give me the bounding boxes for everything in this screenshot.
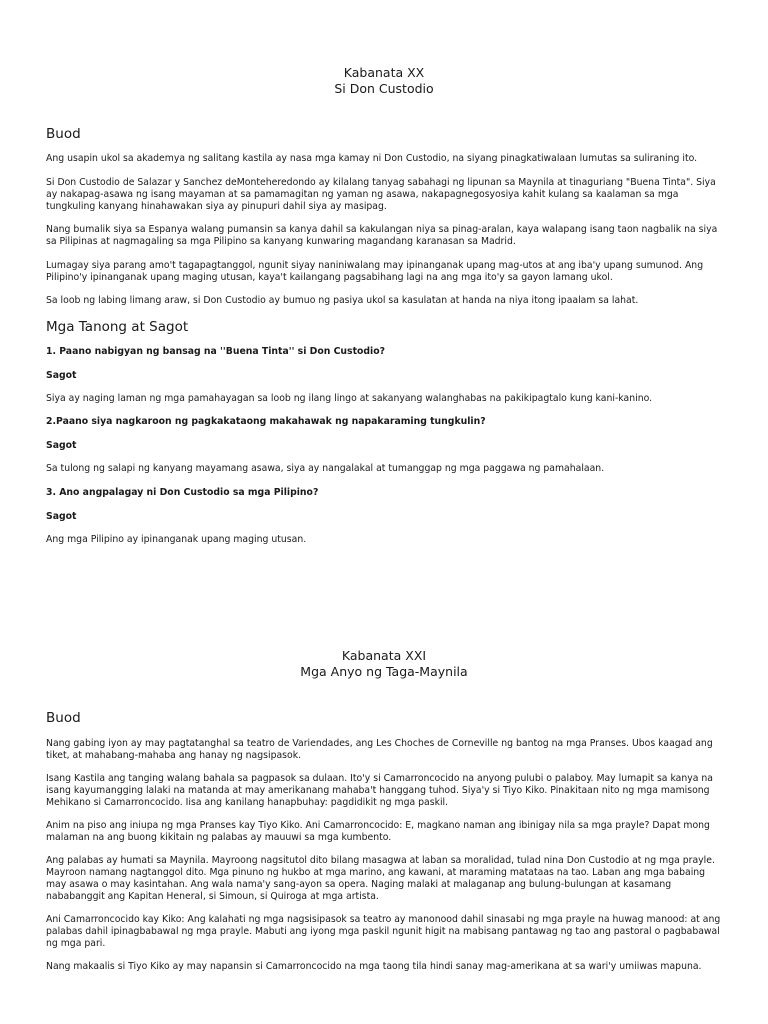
answer-label: Sagot: [46, 440, 77, 451]
paragraph: Nang gabing iyon ay may pagtatanghal sa teatro de Variendades, ang Les Choches de Corneville ng bantog na mga Pranses. Ubos kaagad ang tiket, at mahabang-mahaba ang hanay ng nagsipasok.: [46, 738, 713, 761]
chapter-number: Kabanata XXI: [341, 648, 427, 663]
paragraph: Ang usapin ukol sa akademya ng salitang kastila ay nasa mga kamay ni Don Custodio, na siyang pinagkatiwalaan lumutas sa suliraning ito.: [46, 153, 698, 164]
question: 1. Paano nabigyan ng bansag na ''Buena Tinta'' si Don Custodio?: [46, 346, 386, 357]
answer-label: Sagot: [46, 370, 77, 381]
chapter-title: [0, 0, 768, 97]
paragraph: Si Don Custodio de Salazar y Sanchez deMonteheredondo ay kilalang tanyag sabahagi ng lipunan sa Maynila at tinaguriang "Buena Tinta". Siya ay nakapag-asawa ng isang mayaman at sa pamamagitan ng yaman ng asawa, nakapagnegosyosiya kahit kulang sa kaalaman sa mga tungkuling kanyang hinahawakan siya ay pinupuri dahil siya ay masipag.: [46, 177, 716, 212]
chapter-title: [0, 648, 768, 680]
paragraph: Ang palabas ay humati sa Maynila. Mayroong nagsitutol dito bilang masagwa at laban sa moralidad, tulad nina Don Custodio at ng mga prayle. Mayroon namang nagtanggol dito. Mga pinuno ng hukbo at mga marino, ang kawani, at maraming matataas na tao. Laban ang mga babaing may asawa o may kasintahan. Ang wala nama'y sang-ayon sa opera. Naging malaki at malaganap ang bulung-bulungan at kasamang nababanggit ang Kapitan Heneral, si Simoun, si Quiroga at mga artista.: [46, 855, 715, 902]
paragraph: Sa loob ng labing limang araw, si Don Custodio ay bumuo ng pasiya ukol sa kasulatan at handa na niya itong ipaalam sa lahat.: [46, 295, 639, 306]
paragraph: Lumagay siya parang amo't tagapagtanggol, ngunit siyay naniniwalang may ipinanganak upang mag-utos at ang iba'y upang sumunod. Ang Pilipino'y ipinanganak upang maging utusan, kaya't kailangang pagsabihang lagi na ang mga ito'y sa gayon lamang ukol.: [46, 260, 704, 283]
paragraph: Ani Camarroncocido kay Kiko: Ang kalahati ng mga nagsisipasok sa teatro ay manonood dahil sinasabi ng mga prayle na huwag manood: at ang palabas dahil ipinagbabawal ng mga prayle. Mabuti ang iyong mga paskil ngunit higit na mabisang pantawag ng tao ang pastoral o pagbabawal ng mga pari.: [46, 914, 721, 949]
paragraph: Nang makaalis si Tiyo Kiko ay may napansin si Camarroncocido na mga taong tila hindi sanay mag-amerikana at sa wari'y umiiwas mapuna.: [46, 961, 702, 972]
chapter-name: Mga Anyo ng Taga-Maynila: [300, 664, 468, 679]
answer: Ang mga Pilipino ay ipinanganak upang maging utusan.: [46, 534, 307, 545]
chapter-number: Kabanata XX: [343, 65, 425, 80]
buod-heading: Buod: [46, 126, 81, 142]
qa-heading: Mga Tanong at Sagot: [46, 319, 189, 335]
answer: Sa tulong ng salapi ng kanyang mayamang asawa, siya ay nangalakal at tumanggap ng mga paggawa ng pamahalaan.: [46, 463, 605, 474]
answer: Siya ay naging laman ng mga pamahayagan sa loob ng ilang lingo at sakanyang walanghabas na pakikipagtalo kung kani-kanino.: [46, 393, 653, 404]
question: 3. Ano angpalagay ni Don Custodio sa mga Pilipino?: [46, 487, 319, 498]
question: 2.Paano siya nagkaroon ng pagkakataong makahawak ng napakaraming tungkulin?: [46, 416, 486, 427]
paragraph: Isang Kastila ang tanging walang bahala sa pagpasok sa dulaan. Ito'y si Camarroncocido na anyong pulubi o palaboy. May lumapit sa kanya na isang kayumangging lalaki na matanda at may amerikanang mahaba't hanggang tuhod. Siya'y si Tiyo Kiko. Pinakitaan nito ng mga mamisong Mehikano si Camarroncocido. Iisa ang kanilang hanapbuhay: pagdidikit ng mga paskil.: [46, 773, 713, 808]
buod-heading: Buod: [46, 710, 81, 726]
paragraph: Nang bumalik siya sa Espanya walang pumansin sa kanya dahil sa kakulangan niya sa pinag-aralan, kaya walapang isang taon nagbalik na siya sa Pilipinas at nagmagaling sa mga Pilipino sa kanyang kunwaring magandang karanasan sa Madrid.: [46, 224, 718, 247]
answer-label: Sagot: [46, 511, 77, 522]
paragraph: Anim na piso ang iniupa ng mga Pranses kay Tiyo Kiko. Ani Camarroncocido: E, magkano naman ang ibinigay nila sa mga prayle? Dapat mong malaman na ang buong kikitain ng palabas ay mauuwi sa mga kumbento.: [46, 820, 710, 843]
chapter-name: Si Don Custodio: [334, 81, 434, 96]
